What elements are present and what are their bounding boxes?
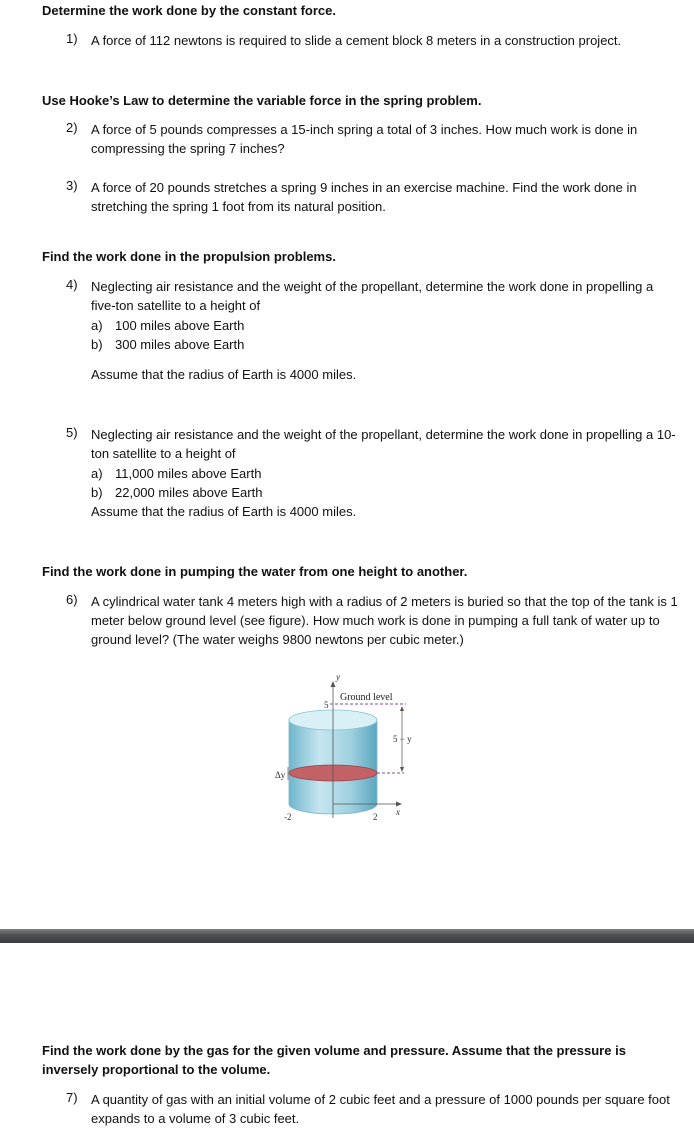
problem-4-part-a bbox=[91, 316, 244, 335]
problem-5 bbox=[66, 425, 678, 463]
problem-text: Neglecting air resistance and the weight of the propellant, determine the work done in propelling a five-ton satellite to a height of bbox=[91, 279, 654, 313]
problem-number: 2) bbox=[66, 120, 78, 135]
problem-6 bbox=[66, 592, 678, 649]
part-text: 300 miles above Earth bbox=[115, 337, 245, 352]
x-axis-label: x bbox=[396, 807, 400, 817]
ground-level-label: Ground level bbox=[340, 692, 393, 703]
problem-4-note: Assume that the radius of Earth is 4000 miles. bbox=[91, 367, 357, 382]
problem-text: A force of 20 pounds stretches a spring 9 inches in an exercise machine. Find the work done in stretching the spring 1 foot from its natural position. bbox=[91, 180, 637, 214]
problem-7 bbox=[66, 1090, 678, 1128]
part-text: 11,000 miles above Earth bbox=[115, 466, 262, 481]
five-minus-y-label: 5 − y bbox=[393, 734, 412, 744]
section-heading-hookes-law: Use Hooke’s Law to determine the variable force in the spring problem. bbox=[42, 93, 482, 108]
part-text: 22,000 miles above Earth bbox=[115, 485, 263, 500]
problem-text: A quantity of gas with an initial volume of 2 cubic feet and a pressure of 1000 pounds per square foot expands to a volume of 3 cubic feet. bbox=[91, 1092, 670, 1126]
section-heading-gas: Find the work done by the gas for the given volume and pressure. Assume that the pressure is inversely proportional to the volume. bbox=[42, 1043, 626, 1077]
problem-5-part-a bbox=[91, 464, 261, 483]
problem-5-part-b bbox=[91, 483, 262, 502]
problem-number: 5) bbox=[66, 425, 78, 440]
problem-text: Neglecting air resistance and the weight of the propellant, determine the work done in propelling a 10-ton satellite to a height of bbox=[91, 427, 676, 461]
problem-1 bbox=[66, 31, 678, 50]
problem-4 bbox=[66, 277, 678, 315]
part-label: b) bbox=[91, 337, 103, 352]
problem-number: 7) bbox=[66, 1090, 78, 1105]
distance-arrow-down-icon bbox=[400, 767, 404, 772]
problem-2 bbox=[66, 120, 678, 158]
problem-number: 1) bbox=[66, 31, 78, 46]
y-axis-arrow-icon bbox=[331, 681, 336, 687]
part-label: a) bbox=[91, 318, 103, 333]
problem-text: A force of 112 newtons is required to slide a cement block 8 meters in a construction project. bbox=[91, 33, 622, 48]
problem-5-note: Assume that the radius of Earth is 4000 miles. bbox=[91, 504, 357, 519]
section-heading-constant-force: Determine the work done by the constant force. bbox=[42, 3, 336, 18]
problem-3 bbox=[66, 178, 678, 216]
delta-y-label: Δy bbox=[275, 770, 286, 780]
y-axis-label: y bbox=[336, 672, 340, 682]
tick-label-5: 5 bbox=[324, 700, 329, 710]
distance-arrow-up-icon bbox=[400, 706, 404, 711]
part-text: 100 miles above Earth bbox=[115, 318, 245, 333]
problem-4-part-b bbox=[91, 335, 244, 354]
section-heading-pumping: Find the work done in pumping the water from one height to another. bbox=[42, 564, 468, 579]
page-break-divider bbox=[0, 929, 694, 943]
part-label: a) bbox=[91, 466, 103, 481]
problem-number: 3) bbox=[66, 178, 78, 193]
tank-figure bbox=[262, 668, 422, 828]
tick-label-2: 2 bbox=[373, 812, 378, 822]
problem-number: 4) bbox=[66, 277, 78, 292]
problem-text: A force of 5 pounds compresses a 15-inch spring a total of 3 inches. How much work is done in compressing the spring 7 inches? bbox=[91, 122, 638, 156]
tick-label-neg2: -2 bbox=[284, 812, 292, 822]
section-heading-propulsion: Find the work done in the propulsion problems. bbox=[42, 249, 336, 264]
x-axis-arrow-icon bbox=[396, 802, 402, 807]
problem-text: A cylindrical water tank 4 meters high with a radius of 2 meters is buried so that the top of the tank is 1 meter below ground level (see figure). How much work is done in pumping a full tank of water up to ground level? (The water weighs 9800 newtons per cubic meter.) bbox=[91, 594, 678, 647]
part-label: b) bbox=[91, 485, 103, 500]
problem-number: 6) bbox=[66, 592, 78, 607]
